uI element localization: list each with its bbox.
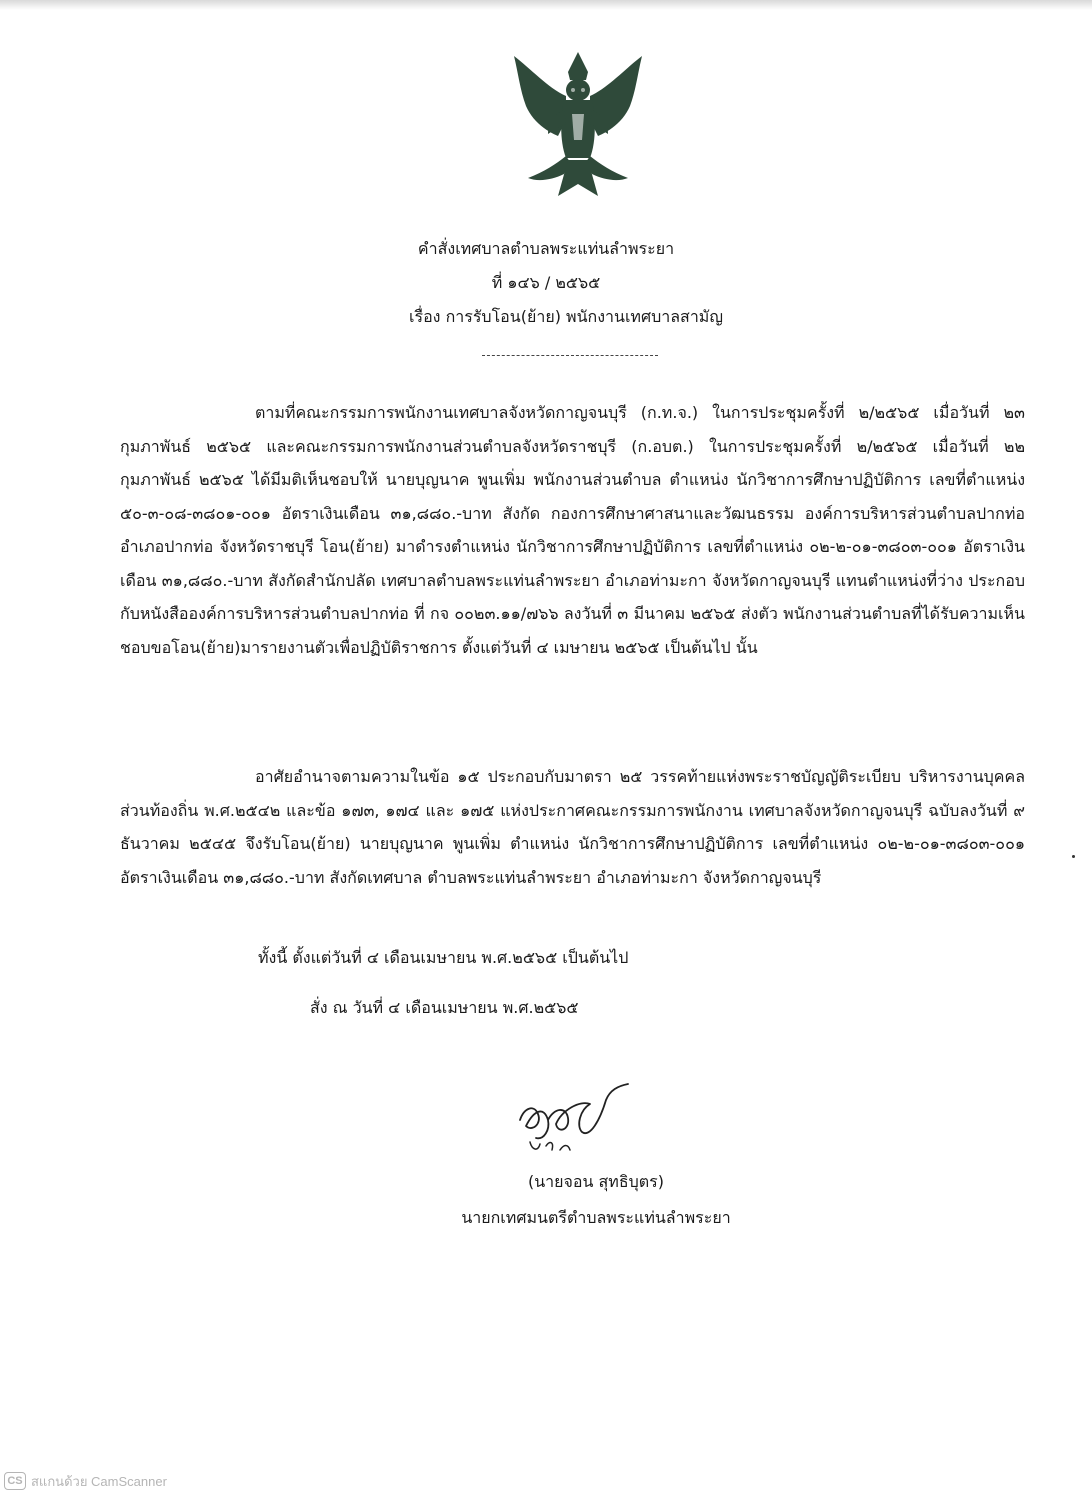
- paragraph-2: อาศัยอำนาจตามความในข้อ ๑๕ ประกอบกับมาตรา ๒๕ วรรคท้ายแห่งพระราชบัญญัติระเบียบ บริหารงานบุคคลส่วนท้องถิ่น พ.ศ.๒๕๔๒ และข้อ ๑๗๓, ๑๗๔ และ ๑๗๕ แห่งประกาศคณะกรรมการพนักงาน เทศบาลจังหวัดกาญจนบุรี ฉบับลงวันที่ ๙ ธันวาคม ๒๕๔๕ จึงรับโอน(ย้าย) นายบุญนาค พูนเพิ่ม ตำแหน่ง นักวิชาการศึกษาปฏิบัติการ เลขที่ตำแหน่ง ๐๒-๒-๐๑-๓๘๐๓-๐๐๑ อัตราเงินเดือน ๓๑,๘๘๐.-บาท สังกัดเทศบาล ตำบลพระแท่นลำพระยา อำเภอท่ามะกา จังหวัดกาญจนบุรี: [120, 767, 1025, 887]
- paragraph-1: ตามที่คณะกรรมการพนักงานเทศบาลจังหวัดกาญจนบุรี (ก.ท.จ.) ในการประชุมครั้งที่ ๒/๒๕๖๕ เมื่อวันที่ ๒๓ กุมภาพันธ์ ๒๕๖๕ และคณะกรรมการพนักงานส่วนตำบลจังหวัดราชบุรี (ก.อบต.) ในการประชุมครั้งที่ ๒/๒๕๖๕ เมื่อวันที่ ๒๒ กุมภาพันธ์ ๒๕๖๕ ได้มีมติเห็นชอบให้ นายบุญนาค พูนเพิ่ม พนักงานส่วนตำบล ตำแหน่ง นักวิชาการศึกษาปฏิบัติการ เลขที่ตำแหน่ง ๕๐-๓-๐๘-๓๘๐๑-๐๐๑ อัตราเงินเดือน ๓๑,๘๘๐.-บาท สังกัด กองการศึกษาศาสนาและวัฒนธรรม องค์การบริหารส่วนตำบลปากท่อ อำเภอปากท่อ จังหวัดราชบุรี โอน(ย้าย) มาดำรงตำแหน่ง นักวิชาการศึกษาปฏิบัติการ เลขที่ตำแหน่ง ๐๒-๒-๐๑-๓๘๐๓-๐๐๑ อัตราเงินเดือน ๓๑,๘๘๐.-บาท สังกัดสำนักปลัด เทศบาลตำบลพระแท่นลำพระยา อำเภอท่ามะกา จังหวัดกาญจนบุรี แทนตำแหน่งที่ว่าง ประกอบกับหนังสือองค์การบริหารส่วนตำบลปากท่อ ที่ กจ ๐๐๒๓.๑๑/๗๖๖ ลงวันที่ ๓ มีนาคม ๒๕๖๕ ส่งตัว พนักงานส่วนตำบลที่ได้รับความเห็นชอบขอโอน(ย้าย)มารายงานตัวเพื่อปฏิบัติราชการ ตั้งแต่วันที่ ๔ เมษายน ๒๕๖๕ เป็นต้นไป นั้น: [120, 403, 1026, 657]
- scan-speck: [1072, 855, 1075, 858]
- camscanner-icon: CS: [4, 1472, 26, 1490]
- order-subject: เรื่อง การรับโอน(ย้าย) พนักงานเทศบาลสามัญ: [409, 307, 723, 326]
- watermark-text: สแกนด้วย CamScanner: [31, 1473, 167, 1489]
- signer-name: (นายจอน สุทธิบุตร): [527, 1172, 664, 1191]
- order-date-line: สั่ง ณ วันที่ ๔ เดือนเมษายน พ.ศ.๒๕๖๕: [310, 998, 579, 1017]
- garuda-emblem-icon: [508, 50, 648, 200]
- signer-title: นายกเทศมนตรีตำบลพระแท่นลำพระยา: [461, 1208, 731, 1227]
- scan-top-shadow: [0, 0, 1092, 10]
- order-header: [0, 238, 1092, 340]
- header-divider: [482, 355, 658, 356]
- handwritten-signature: [510, 1080, 640, 1160]
- camscanner-watermark: [4, 1470, 167, 1492]
- order-number: ที่ ๑๔๖ / ๒๕๖๕: [491, 273, 601, 292]
- order-title: คำสั่งเทศบาลตำบลพระแท่นลำพระยา: [417, 239, 675, 258]
- effective-date-line: ทั้งนี้ ตั้งแต่วันที่ ๔ เดือนเมษายน พ.ศ.๒๕๖๕ เป็นต้นไป: [258, 948, 629, 967]
